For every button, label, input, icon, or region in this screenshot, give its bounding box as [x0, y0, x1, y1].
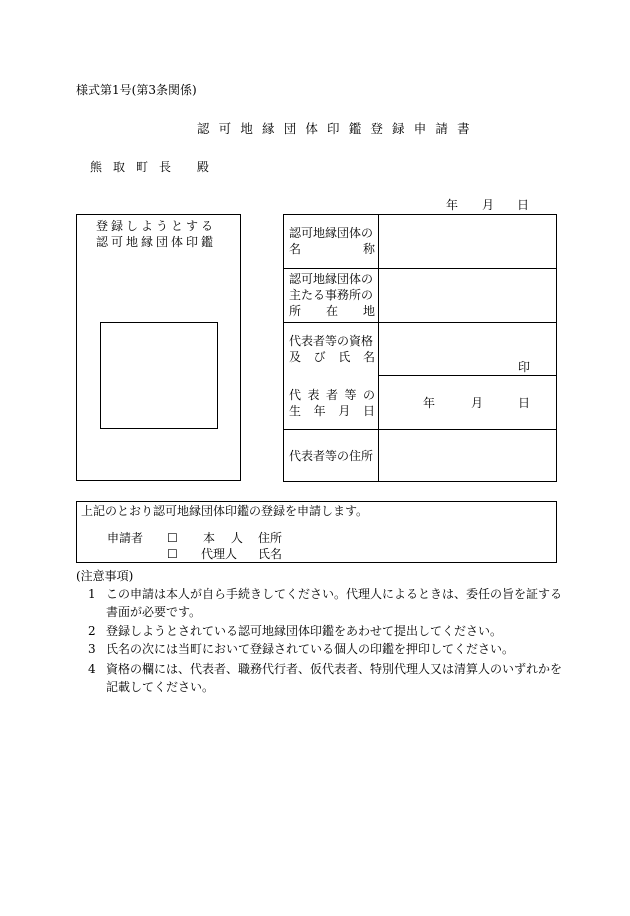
birth-year-label: 年: [423, 396, 436, 410]
row-divider-partial: [378, 375, 556, 376]
seal-impression-box[interactable]: [100, 322, 218, 429]
label-rep-qualification-name: 代表者等の資格 及 び 氏 名: [289, 334, 375, 364]
note-text: 資格の欄には、代表者、職務代行者、仮代表者、特別代理人又は清算人のいずれかを記載してください。: [106, 662, 563, 694]
agent-label: 代理人: [201, 547, 238, 561]
note-text: 氏名の次には当町において登録されている個人の印鑑を押印してください。: [106, 642, 515, 656]
label-rep-address: 代表者等の住所: [289, 449, 374, 463]
note-item: [82, 622, 562, 640]
address-label: 住所: [258, 531, 283, 545]
seal-section-label: [96, 218, 216, 250]
seal-registration-frame: [76, 214, 241, 481]
addressee: 熊取町長 殿: [90, 160, 220, 174]
notes-title: (注意事項): [76, 569, 134, 583]
date-year-label: 年: [446, 198, 459, 212]
row-divider: [284, 268, 556, 269]
birth-month-label: 月: [471, 396, 484, 410]
note-text: この申請は本人が自ら手続きしてください。代理人によるときは、委任の旨を証する書面が必要です。: [106, 587, 563, 619]
row-divider: [284, 429, 556, 430]
table-column-divider: [378, 215, 379, 481]
declaration-text: 上記のとおり認可地縁団体印鑑の登録を申請します。: [81, 504, 369, 518]
info-table: [283, 214, 557, 482]
date-day-label: 日: [517, 198, 530, 212]
label-rep-birthdate: 代 表 者 等 の 生 年 月 日: [289, 388, 375, 418]
note-item: [82, 585, 562, 621]
note-number: 4: [88, 662, 96, 676]
seal-mark: 印: [518, 360, 531, 374]
birth-day-label: 日: [518, 396, 531, 410]
applicant-label: 申請者: [107, 531, 144, 545]
note-number: 1: [88, 587, 96, 601]
checkbox-agent[interactable]: ☐: [167, 547, 178, 561]
self-label: 本 人: [203, 531, 249, 545]
name-label: 氏名: [258, 547, 283, 561]
note-number: 2: [88, 624, 96, 638]
seal-label-line2: 認可地縁団体印鑑: [96, 235, 217, 249]
seal-label-line1: 登録しようとする: [96, 219, 217, 233]
checkbox-self[interactable]: ☐: [167, 531, 178, 545]
note-item: [82, 660, 562, 696]
document-title: 認 可 地 縁 団 体 印 鑑 登 録 申 請 書: [197, 121, 473, 136]
note-item: [82, 640, 562, 658]
date-month-label: 月: [482, 198, 495, 212]
row-divider: [284, 322, 556, 323]
label-org-name: 認可地縁団体の 名 称: [289, 226, 375, 256]
note-text: 登録しようとされている認可地縁団体印鑑をあわせて提出してください。: [106, 624, 503, 638]
label-office-address: 認可地縁団体の 主たる事務所の 所 在 地: [289, 272, 375, 318]
note-number: 3: [88, 642, 96, 656]
declaration-box: [76, 501, 557, 563]
form-number: 様式第1号(第3条関係): [76, 83, 197, 97]
